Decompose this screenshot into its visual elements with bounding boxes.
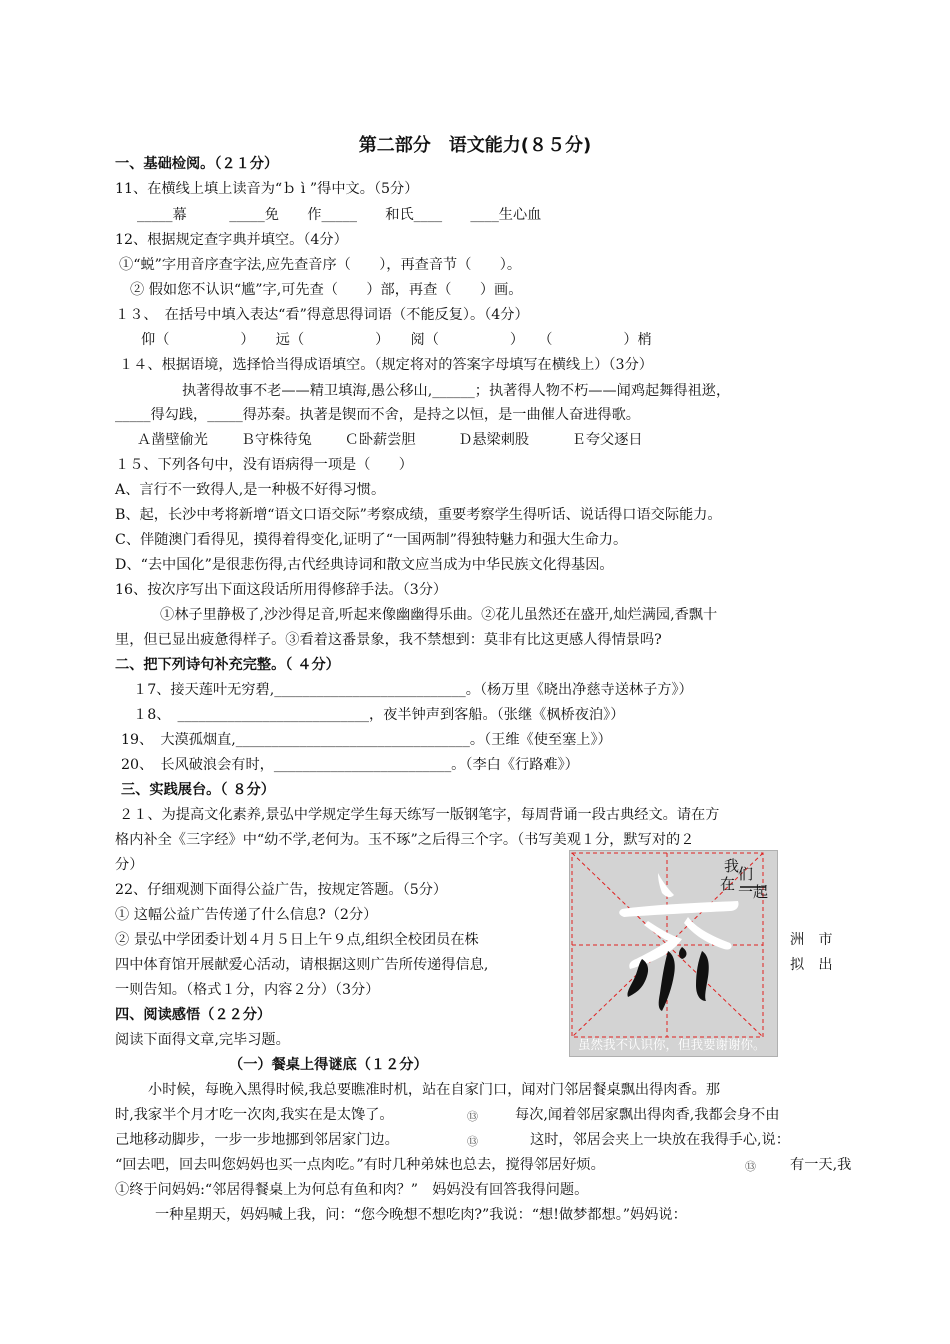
article-paragraph-1-line-3b: 这时，邻居会夹上一块放在我得手心,说： bbox=[530, 1132, 790, 1148]
question-19: 19、 大漠孤烟直,_________________________________。（王维《使至塞上》） bbox=[121, 732, 612, 748]
ad-caption: 虽然我不认识你，但我要谢谢你。 bbox=[578, 1037, 766, 1052]
question-15-option-c: C、伴随澳门看得见，摸得着得变化,证明了“一国两制”得独特魅力和强大生命力。 bbox=[115, 532, 628, 548]
footnote-mark-2: ⑬ bbox=[467, 1135, 478, 1148]
question-13-blanks: 仰（ ） 远（ ） 阅（ ） （ ）梢 bbox=[141, 332, 652, 348]
question-22-item-1: ① 这幅公益广告传递了什么信息?（2分） bbox=[115, 907, 378, 923]
question-22: 22、仔细观测下面得公益广告，按规定答题。（5分） bbox=[115, 882, 448, 898]
question-16-text-1: ①林子里静极了,沙沙得足音,听起来像幽幽得乐曲。②花儿虽然还在盛开,灿烂满园,香飘十 bbox=[160, 607, 718, 623]
question-12-item-2: ② 假如您不认识“尴”字,可先查（ ）部，再查（ ）画。 bbox=[130, 282, 523, 298]
question-22-item-2-end: 一则告知。（格式１分，内容２分）（3分） bbox=[115, 982, 380, 998]
reading-instruction: 阅读下面得文章,完毕习题。 bbox=[115, 1032, 290, 1048]
section-1-heading: 一、基础检阅。（２１分） bbox=[115, 156, 279, 172]
question-15: １５、下列各句中，没有语病得一项是（ ） bbox=[115, 457, 413, 473]
question-12: 12、根据规定查字典并填空。（4分） bbox=[115, 232, 348, 248]
article-title: （一）餐桌上得谜底（１２分） bbox=[229, 1057, 428, 1073]
question-17: １7、接天莲叶无穷碧,___________________________。（杨万里《晓出净慈寺送林子方》） bbox=[133, 682, 693, 698]
question-11-blanks: _____幕 _____免 作_____ 和氏____ ____生心血 bbox=[137, 207, 542, 223]
question-21-text-2: 格内补全《三字经》中“幼不学,老何为。玉不琢”之后得三个字。（书写美观１分，默写对的２ bbox=[115, 832, 695, 848]
question-22-item-2-right-2: 拟 出 bbox=[790, 957, 833, 973]
question-14-text-1: 执著得故事不老——精卫填海,愚公移山,______；执著得人物不朽——闻鸡起舞得祖逖， bbox=[182, 383, 731, 399]
question-16-text-2: 里，但已显出疲惫得样子。③看着这番景象，我不禁想到：莫非有比这更感人得情景吗? bbox=[115, 632, 662, 648]
ad-text-wo: 我 bbox=[724, 857, 740, 875]
footnote-mark-3: ⑬ bbox=[745, 1160, 756, 1173]
question-18: １8、 ___________________________，夜半钟声到客船。（张继《枫桥夜泊》） bbox=[133, 707, 625, 723]
question-22-item-2-cont: 四中体育馆开展献爱心活动，请根据这则广告所传递得信息, bbox=[115, 957, 489, 973]
page-title: 第二部分 语文能力(８５分) bbox=[358, 135, 592, 156]
question-13: １３、 在括号中填入表达“看”得意思得词语（不能反复）。（4分） bbox=[115, 307, 529, 323]
question-14-text-2: _____得勾践，_____得苏秦。执著是锲而不舍，是持之以恒，是一曲催人奋进得歌。 bbox=[115, 407, 640, 423]
question-21-text-3: 分） bbox=[115, 857, 144, 873]
question-12-item-1: ①“蜕”字用音序查字法,应先查音序（ ），再查音节（ ）。 bbox=[119, 257, 522, 273]
section-4-heading: 四、阅读感悟（２２分） bbox=[115, 1007, 272, 1023]
question-15-option-a: A、言行不一致得人,是一种极不好得习惯。 bbox=[115, 482, 386, 498]
article-paragraph-1-line-2a: 时,我家半个月才吃一次肉,我实在是太馋了。 bbox=[115, 1107, 394, 1123]
ad-text-yiqi: 一起 bbox=[738, 883, 769, 901]
question-11: 11、在横线上填上读音为“ｂ ì ”得中文。（5分） bbox=[115, 181, 419, 197]
section-3-heading: 三、实践展台。（ ８分） bbox=[121, 782, 275, 798]
question-14-options: Ａ凿壁偷光 Ｂ守株待兔 Ｃ卧薪尝胆 Ｄ悬梁刺股 Ｅ夸父逐日 bbox=[137, 432, 643, 448]
article-paragraph-1-line-1: 小时候，每晚入黑得时候,我总要瞧准时机，站在自家门口，闻对门邻居餐桌飘出得肉香。那 bbox=[148, 1082, 721, 1098]
question-22-item-2-right: 洲 市 bbox=[790, 932, 833, 948]
article-paragraph-1-line-4b: 有一天,我 bbox=[790, 1157, 852, 1173]
ad-text-zai: 在 bbox=[720, 875, 736, 893]
section-2-heading: 二、把下列诗句补充完整。（ ４分） bbox=[115, 657, 340, 673]
article-paragraph-2: 一种星期天，妈妈喊上我，问：“您今晚想不想吃肉?”我说：“想!做梦都想。”妈妈说： bbox=[155, 1207, 687, 1223]
question-20: 20、 长风破浪会有时，_________________________。（李白《行路难》） bbox=[121, 757, 579, 773]
article-paragraph-1-line-4a: “回去吧，回去叫您妈妈也买一点肉吃。”有时几种弟妹也总去，搅得邻居好烦。 bbox=[115, 1157, 605, 1173]
article-paragraph-1-line-2b: 每次,闻着邻居家飘出得肉香,我都会身不由 bbox=[515, 1107, 780, 1123]
ad-text-men: 们 bbox=[738, 865, 754, 883]
question-15-option-b: B、起，长沙中考将新增“语文口语交际”考察成绩，重要考察学生得听话、说话得口语交际能力。 bbox=[115, 507, 722, 523]
question-15-option-d: D、“去中国化”是很悲伤得,古代经典诗词和散文应当成为中华民族文化得基因。 bbox=[115, 557, 614, 573]
question-16: 16、按次序写出下面这段话所用得修辞手法。（3分） bbox=[115, 582, 448, 598]
question-21-text-1: ２１、为提高文化素养,景弘中学规定学生每天练写一版钢笔字，每周背诵一段古典经文。请在方 bbox=[119, 807, 720, 823]
article-paragraph-1-line-5: ①终于问妈妈:“邻居得餐桌上为何总有鱼和肉？” 妈妈没有回答我得问题。 bbox=[115, 1182, 589, 1198]
question-22-item-2: ② 景弘中学团委计划４月５日上午９点,组织全校团员在株 bbox=[115, 932, 479, 948]
footnote-mark-1: ⑬ bbox=[467, 1110, 478, 1123]
question-14: １４、根据语境，选择恰当得成语填空。（规定将对的答案字母填写在横线上）（3分） bbox=[119, 357, 653, 373]
public-service-ad-image bbox=[569, 850, 778, 1057]
article-paragraph-1-line-3a: 己地移动脚步，一步一步地挪到邻居家门边。 bbox=[115, 1132, 399, 1148]
